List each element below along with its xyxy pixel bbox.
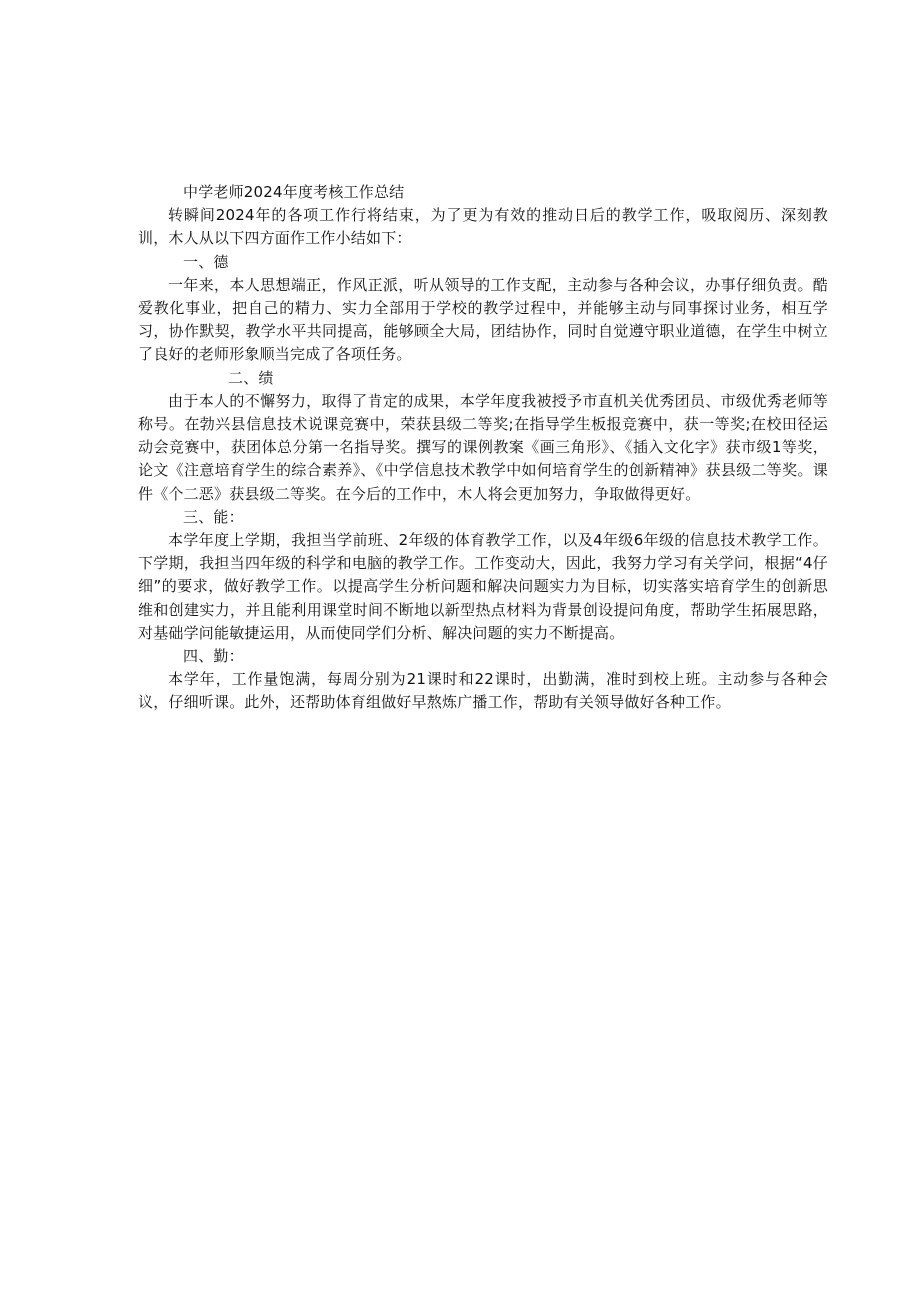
- section-heading-de: 一、德: [183, 252, 229, 271]
- section-heading-neng: 三、能：: [183, 507, 244, 526]
- section-body-de: 一年来，本人思想端正，作风正派，听从领导的工作支配，主动参与各种会议，办事仔细负责。酷爱教化事业，把自己的精力、实力全部用于学校的教学过程中，并能够主动与同事探讨业务，相互学习，协作默契，教学水平共同提高，能够顾全大局，团结协作，同时自觉遵守职业道德，在学生中树立了良好的老师形象顺当完成了各项任务。: [138, 275, 828, 364]
- intro-paragraph: 转瞬间2024年的各项工作行将结束，为了更为有效的推动日后的教学工作，吸取阅历、深刻教训，木人从以下四方面作工作小结如下：: [138, 206, 828, 248]
- section-heading-ji: 二、绩: [228, 368, 274, 387]
- section-heading-qin: 四、勤：: [183, 647, 244, 666]
- section-body-qin: 本学年，工作量饱满，每周分别为21课时和22课时，出勤满，准时到校上班。主动参与各种会议，仔细听课。此外，还帮助体育组做好早熬炼广播工作，帮助有关领导做好各种工作。: [138, 670, 828, 712]
- section-body-neng: 本学年度上学期，我担当学前班、2年级的体育教学工作，以及4年级6年级的信息技术教学工作。下学期，我担当四年级的科学和电脑的教学工作。工作变动大，因此，我努力学习有关学问，根据“4仔细”的要求，做好教学工作。以提高学生分析问题和解决问题实力为目标，切实落实培育学生的创新思维和创建实力，并且能利用课堂时间不断地以新型热点材料为背景创设提问角度，帮助学生拓展思路，对基础学问能敏捷运用，从而使同学们分析、解决问题的实力不断提高。: [138, 531, 828, 642]
- section-body-ji: 由于本人的不懈努力，取得了肯定的成果，本学年度我被授予市直机关优秀团员、市级优秀老师等称号。在勃兴县信息技术说课竞赛中，荣获县级二等奖;在指导学生板报竞赛中，获一等奖;在校田径运动会竞赛中，获团体总分第一名指导奖。撰写的课例教案《画三角形》、《插入文化字》获市级1等奖，论文《注意培育学生的综合素养》、《中学信息技术教学中如何培育学生的创新精神》获县级二等奖。课件《个二恶》获县级二等奖。在今后的工作中，木人将会更加努力，争取做得更好。: [138, 391, 828, 503]
- document-body: [138, 181, 828, 715]
- document-title: 中学老师2024年度考核工作总结: [183, 183, 405, 201]
